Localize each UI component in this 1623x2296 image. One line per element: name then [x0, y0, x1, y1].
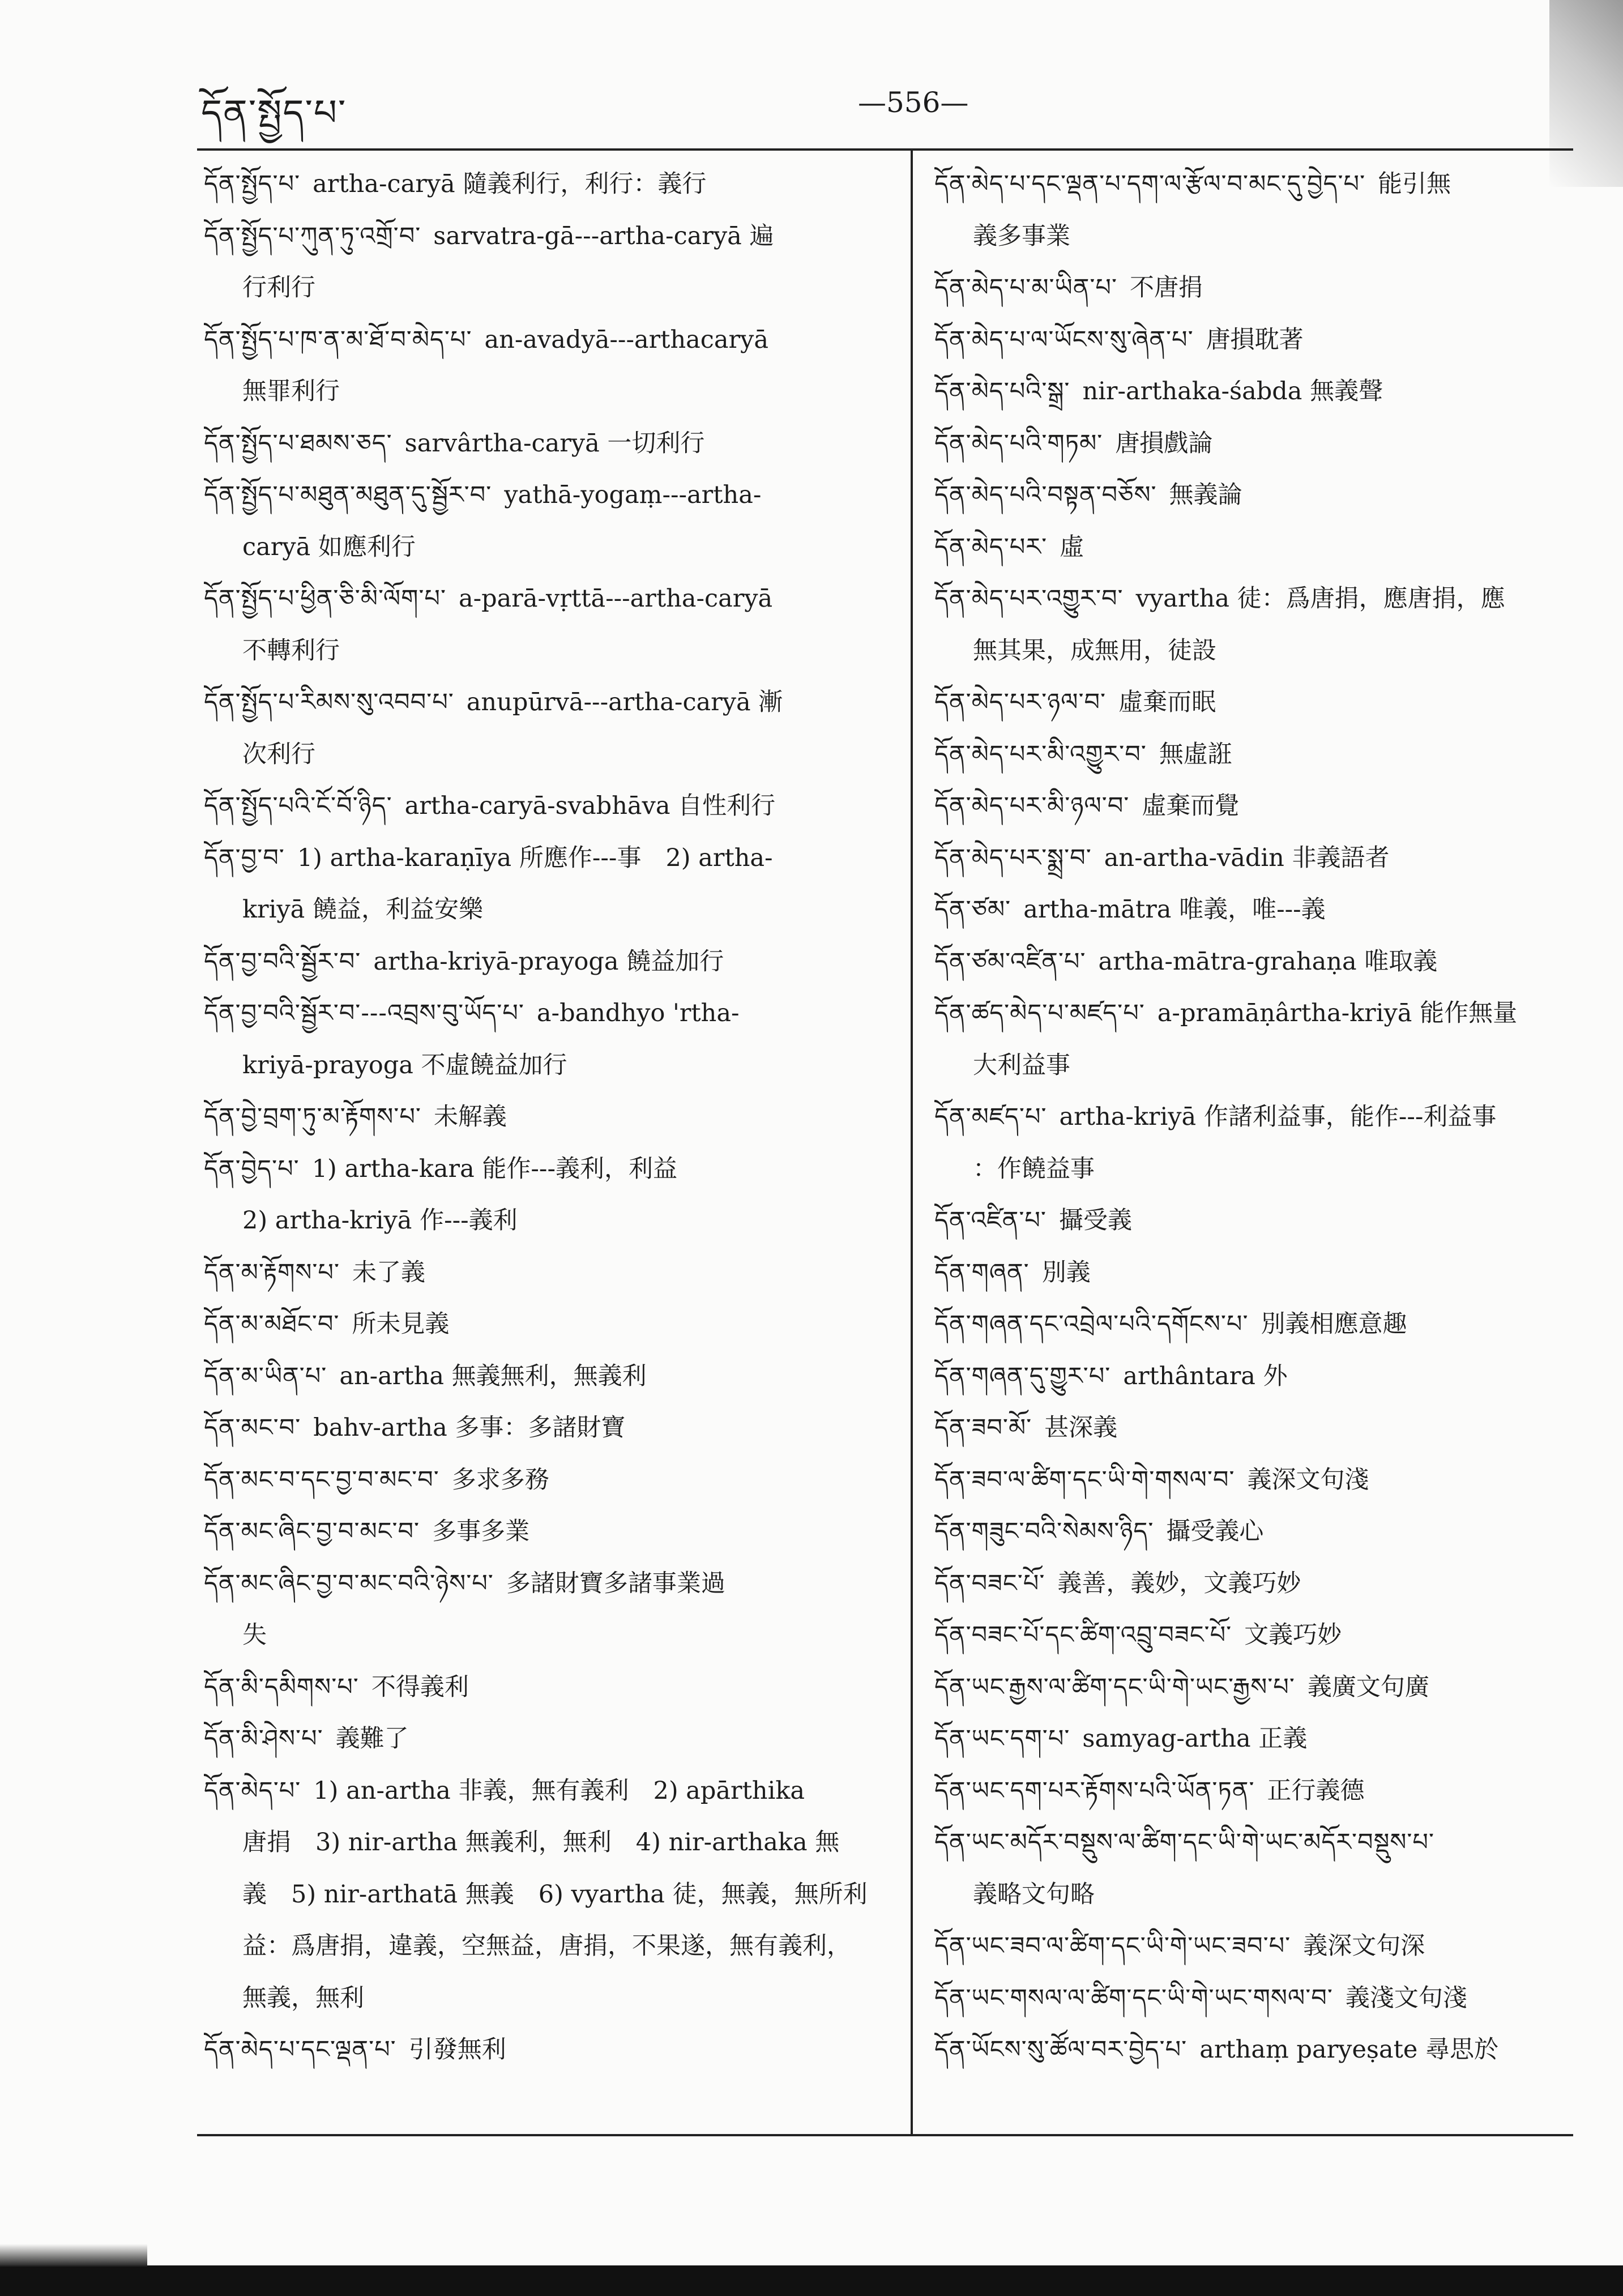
dictionary-entry [934, 833, 1577, 885]
dictionary-entry [934, 159, 1577, 211]
entry-continuation [204, 262, 892, 314]
tibetan-headword: དོན་ཟབ་མོ་ [934, 1414, 1032, 1442]
header-rule [197, 148, 1573, 151]
tibetan-headword: དོན་མང་བ་དང་བྱ་བ་མང་བ་ [204, 1465, 439, 1494]
tibetan-headword: དོན་སྤྱོད་པའི་ངོ་བོ་ཉིད་ [204, 792, 392, 820]
dictionary-entry [934, 1662, 1577, 1714]
dictionary-entry [934, 1610, 1577, 1662]
tibetan-headword: དོན་མང་ཞིང་བྱ་བ་མང་བའི་ཉེས་པ་ [204, 1569, 494, 1598]
entry-definition: 多事多業 [432, 1517, 530, 1546]
entry-definition: 大利益事 [973, 1051, 1070, 1079]
entry-definition: 正行義德 [1267, 1776, 1365, 1805]
entry-continuation [204, 1040, 892, 1092]
tibetan-headword: དོན་མི་དམིགས་པ་ [204, 1672, 359, 1701]
entry-definition: 別義相應意趣 [1261, 1310, 1407, 1338]
dictionary-entry [204, 1765, 892, 1817]
entry-definition: 攝受義心 [1166, 1517, 1264, 1546]
tibetan-headword: དོན་བྱ་བའི་སྦྱོར་བ་---འབྲས་བུ་ཡོད་པ་ [204, 999, 524, 1027]
entry-definition: 次利行 [242, 740, 315, 769]
tibetan-headword: དོན་མེད་པར་ཉལ་བ་ [934, 688, 1107, 716]
dictionary-entry [934, 677, 1577, 729]
dictionary-entry [934, 1402, 1577, 1454]
entry-definition: 引發無利 [408, 2035, 506, 2064]
entry-definition: 多諸財寶多諸事業過 [506, 1569, 725, 1598]
dictionary-entry [204, 2024, 892, 2076]
entry-definition: 1) artha-kara 能作---義利，利益 [311, 1154, 677, 1183]
dictionary-entry [934, 1454, 1577, 1507]
tibetan-headword: དོན་མེད་པའི་བསྟན་བཅོས་ [934, 481, 1157, 509]
tibetan-headword: དོན་མ་ཡིན་པ་ [204, 1362, 327, 1390]
tibetan-headword: དོན་གཞན་དང་འབྲེལ་པའི་དགོངས་པ་ [934, 1310, 1249, 1338]
tibetan-headword: དོན་བཟང་པོ་ [934, 1569, 1045, 1598]
tibetan-headword: དོན་སྤྱོད་པ་མཐུན་མཐུན་དུ་སྦྱོར་བ་ [204, 481, 492, 509]
entry-definition: 虛 [1060, 532, 1084, 561]
dictionary-entry [934, 1817, 1577, 1869]
entry-definition: 攝受義 [1058, 1206, 1132, 1235]
entry-definition: vyartha 徒：爲唐捐，應唐捐，應 [1135, 584, 1505, 613]
entry-definition: 別義 [1041, 1258, 1091, 1287]
dictionary-entry [204, 1351, 892, 1403]
entry-definition: 多求多務 [451, 1465, 549, 1494]
entry-continuation [934, 1040, 1577, 1092]
dictionary-entry [934, 314, 1577, 366]
tibetan-headword: དོན་མེད་པ་ [204, 1776, 301, 1805]
column-divider [911, 150, 913, 2135]
entry-continuation [204, 366, 892, 418]
entry-definition: 義淺文句淺 [1345, 1983, 1467, 2012]
dictionary-entry [934, 1299, 1577, 1351]
footer-rule [197, 2134, 1573, 2136]
tibetan-headword: དོན་མེད་པའི་སྒྲ་ [934, 377, 1070, 406]
entry-continuation [204, 1817, 892, 1869]
tibetan-headword: དོན་བྱ་བའི་སྦྱོར་བ་ [204, 947, 361, 976]
entry-definition: 義多事業 [973, 221, 1070, 250]
entry-definition: 義深文句深 [1303, 1932, 1425, 1960]
entry-continuation [204, 884, 892, 936]
tibetan-headword: དོན་འཛིན་པ་ [934, 1206, 1047, 1235]
dictionary-entry [204, 677, 892, 729]
tibetan-headword: དོན་བྱེད་པ་ [204, 1154, 300, 1183]
dictionary-entry [204, 1143, 892, 1196]
entry-definition: 能引無 [1378, 170, 1451, 198]
entry-definition: anupūrvā---artha-caryā 漸 [466, 688, 783, 716]
entry-definition: samyag-artha 正義 [1082, 1725, 1308, 1753]
tibetan-headword: དོན་ཡང་དག་པ་ [934, 1725, 1070, 1753]
dictionary-entry [934, 366, 1577, 418]
dictionary-entry [204, 988, 892, 1040]
entry-continuation [204, 1921, 892, 1973]
dictionary-entry [204, 1299, 892, 1351]
tibetan-headword: དོན་སྤྱོད་པ་རིམས་སུ་འབབ་པ་ [204, 688, 454, 716]
entry-definition: 義善，義妙，文義巧妙 [1057, 1569, 1301, 1598]
entry-definition: 義難了 [335, 1725, 409, 1753]
dictionary-entry [934, 2024, 1577, 2076]
entry-definition: a-bandhyo 'rtha- [536, 999, 740, 1027]
entry-definition: yathā-yogaṃ---artha- [504, 481, 762, 509]
dictionary-entry [934, 988, 1577, 1040]
dictionary-entry [204, 936, 892, 988]
dictionary-entry [204, 314, 892, 366]
tibetan-headword: དོན་ཙམ་འཛིན་པ་ [934, 947, 1086, 976]
entry-continuation [204, 522, 892, 574]
tibetan-headword: དོན་བཟང་པོ་དང་ཚིག་འབྲུ་བཟང་པོ་ [934, 1621, 1232, 1649]
entry-definition: artha-kriyā-prayoga 饒益加行 [373, 947, 724, 976]
dictionary-entry [934, 1921, 1577, 1973]
entry-definition: nir-arthaka-śabda 無義聲 [1082, 377, 1383, 406]
tibetan-headword: དོན་ཡང་རྒྱས་ལ་ཚིག་དང་ཡི་གེ་ཡང་རྒྱས་པ་ [934, 1672, 1295, 1701]
tibetan-headword: དོན་མེད་པར་མི་ཉལ་བ་ [934, 792, 1130, 820]
entry-definition: artha-mātra-grahaṇa 唯取義 [1098, 947, 1438, 976]
tibetan-headword: དོན་མི་ཤེས་པ་ [204, 1725, 323, 1753]
dictionary-entry [934, 470, 1577, 522]
entry-definition: an-artha 無義無利，無義利 [339, 1362, 647, 1390]
dictionary-entry [934, 1091, 1577, 1143]
tibetan-headword: དོན་སྤྱོད་པ་ཀུན་ཏུ་འགྲོ་བ་ [204, 221, 421, 250]
tibetan-headword: དོན་མེད་པའི་གཏམ་ [934, 429, 1103, 458]
dictionary-entry [204, 470, 892, 522]
tibetan-headword: དོན་མེད་པར་སྨྲ་བ་ [934, 843, 1092, 872]
tibetan-headword: དོན་ཡང་གསལ་ལ་ཚིག་དང་ཡི་གེ་ཡང་གསལ་བ་ [934, 1983, 1333, 2012]
dictionary-entry [204, 573, 892, 625]
entry-definition: an-avadyā---arthacaryā [484, 325, 768, 354]
tibetan-headword: དོན་གཞན་ [934, 1258, 1030, 1287]
entry-definition: artha-mātra 唯義，唯---義 [1023, 895, 1326, 924]
entry-continuation [204, 1610, 892, 1662]
entry-definition: 文義巧妙 [1244, 1621, 1342, 1649]
dictionary-entry [934, 418, 1577, 470]
entry-continuation [934, 625, 1577, 677]
tibetan-headword: དོན་མེད་པར་མི་འགྱུར་བ་ [934, 740, 1147, 769]
tibetan-headword: དོན་བྱ་བ་ [204, 843, 285, 872]
entry-definition: 義 5) nir-arthatā 無義 6) vyartha 徒，無義，無所利 [242, 1880, 868, 1909]
left-column [204, 159, 892, 2076]
entry-definition: 失 [242, 1621, 267, 1649]
entry-definition: 未了義 [352, 1258, 426, 1287]
entry-continuation [204, 1869, 892, 1921]
dictionary-entry [204, 1402, 892, 1454]
entry-definition: caryā 如應利行 [242, 532, 416, 561]
dictionary-entry [204, 211, 892, 263]
entry-definition: artha-kriyā 作諸利益事，能作---利益事 [1059, 1103, 1497, 1131]
tibetan-headword: དོན་སྤྱོད་པ་ཐམས་ཅད་ [204, 429, 392, 458]
dictionary-entry [204, 418, 892, 470]
dictionary-entry [934, 936, 1577, 988]
tibetan-headword: དོན་མེད་པ་དང་ལྡན་པ་ [204, 2035, 396, 2064]
entry-continuation [934, 211, 1577, 263]
entry-definition: 1) an-artha 非義，無有義利 2) apārthika [313, 1776, 805, 1805]
tibetan-headword: དོན་སྤྱོད་པ་ཕྱིན་ཅི་མི་ལོག་པ་ [204, 584, 446, 613]
page-number: —556— [858, 86, 969, 119]
dictionary-entry [204, 1662, 892, 1714]
entry-definition: artha-caryā-svabhāva 自性利行 [404, 792, 776, 820]
tibetan-headword: དོན་ཚད་མེད་པ་མཛད་པ་ [934, 999, 1145, 1027]
entry-definition: 無義論 [1169, 481, 1242, 509]
tibetan-headword: དོན་སྤྱོད་པ་ཁ་ན་མ་ཐོ་བ་མེད་པ་ [204, 325, 472, 354]
dictionary-entry [934, 1351, 1577, 1403]
entry-definition: 甚深義 [1044, 1414, 1118, 1442]
entry-definition: 義深文句淺 [1247, 1465, 1369, 1494]
dictionary-entry [204, 1247, 892, 1299]
entry-continuation [934, 1869, 1577, 1921]
dictionary-entry [204, 1454, 892, 1507]
entry-definition: 唐損耽著 [1206, 325, 1304, 354]
entry-continuation [204, 729, 892, 781]
tibetan-headword: དོན་གཟུང་བའི་སེམས་ཉིད་ [934, 1517, 1154, 1546]
entry-definition: 不得義利 [371, 1672, 469, 1701]
entry-definition: ：作饒益事 [973, 1154, 1095, 1183]
tibetan-headword: དོན་མེད་པར་ [934, 532, 1048, 561]
tibetan-headword: དོན་ཙམ་ [934, 895, 1011, 924]
entry-definition: 虛棄而眠 [1118, 688, 1216, 716]
tibetan-headword: དོན་ཡང་མདོར་བསྡུས་ལ་ཚིག་དང་ཡི་གེ་ཡང་མདོར་བསྡུས་པ་ [934, 1828, 1435, 1857]
entry-definition: 益：爲唐捐，違義，空無益，唐捐，不果遂，無有義利， [242, 1932, 851, 1960]
dictionary-entry [204, 833, 892, 885]
dictionary-entry [204, 1506, 892, 1558]
dictionary-entry [204, 1558, 892, 1610]
entry-definition: artha-caryā 隨義利行，利行：義行 [313, 170, 707, 198]
entry-definition: 義略文句略 [973, 1880, 1095, 1909]
tibetan-headword: དོན་མེད་པར་འགྱུར་བ་ [934, 584, 1124, 613]
entry-definition: bahv-artha 多事：多諸財寶 [313, 1414, 626, 1442]
entry-definition: arthaṃ paryeṣate 尋思於 [1199, 2035, 1498, 2064]
entry-definition: kriyā-prayoga 不虛饒益加行 [242, 1051, 567, 1079]
dictionary-entry [204, 1713, 892, 1765]
dictionary-entry [934, 1765, 1577, 1817]
tibetan-headword: དོན་མང་བ་ [204, 1414, 301, 1442]
entry-definition: 無其果，成無用，徒設 [973, 636, 1216, 665]
right-column [934, 159, 1577, 2076]
dictionary-entry [934, 780, 1577, 833]
tibetan-headword: དོན་མེད་པ་མ་ཡིན་པ་ [934, 274, 1118, 302]
dictionary-entry [934, 1973, 1577, 2025]
tibetan-headword: དོན་ཡང་དག་པར་རྟོགས་པའི་ཡོན་ཏན་ [934, 1776, 1255, 1805]
entry-definition: 虛棄而覺 [1142, 792, 1240, 820]
entry-continuation [204, 625, 892, 677]
scan-edge-shadow [0, 2265, 1623, 2296]
dictionary-entry [204, 1091, 892, 1143]
entry-definition: 未解義 [433, 1103, 507, 1131]
entry-definition: sarvatra-gā---artha-caryā 遍 [433, 221, 774, 250]
tibetan-headword: དོན་ཡོངས་སུ་ཚོལ་བར་བྱེད་པ་ [934, 2035, 1188, 2064]
entry-definition: 無虛誑 [1159, 740, 1232, 769]
dictionary-entry [934, 884, 1577, 936]
dictionary-entry [204, 780, 892, 833]
tibetan-headword: དོན་མང་ཞིང་བྱ་བ་མང་བ་ [204, 1517, 420, 1546]
entry-definition: arthântara 外 [1123, 1362, 1288, 1390]
dictionary-entry [934, 573, 1577, 625]
dictionary-entry [204, 159, 892, 211]
entry-continuation [934, 1143, 1577, 1196]
tibetan-headword: དོན་མེད་པ་ལ་ཡོངས་སུ་ཞེན་པ་ [934, 325, 1194, 354]
tibetan-headword: དོན་སྤྱོད་པ་ [204, 170, 301, 198]
running-head: དོན་སྤྱོད་པ་ [201, 92, 347, 134]
entry-definition: 無義，無利 [242, 1983, 364, 2012]
dictionary-entry [934, 1506, 1577, 1558]
dictionary-entry [934, 1558, 1577, 1610]
entry-definition: 所未見義 [352, 1310, 450, 1338]
tibetan-headword: དོན་མཛད་པ་ [934, 1103, 1047, 1131]
dictionary-entry [934, 729, 1577, 781]
entry-definition: a-pramāṇârtha-kriyā 能作無量 [1157, 999, 1518, 1027]
entry-continuation [204, 1973, 892, 2025]
dictionary-entry [934, 262, 1577, 314]
entry-definition: 不轉利行 [242, 636, 340, 665]
dictionary-entry [934, 522, 1577, 574]
entry-definition: 1) artha-karaṇīya 所應作---事 2) artha- [297, 843, 773, 872]
entry-definition: sarvârtha-caryā 一切利行 [404, 429, 705, 458]
entry-definition: a-parā-vṛttā---artha-caryā [458, 584, 773, 613]
tibetan-headword: དོན་བྱེ་བྲག་ཏུ་མ་རྟོགས་པ་ [204, 1103, 421, 1131]
entry-definition: 行利行 [242, 274, 315, 302]
entry-definition: 唐損戲論 [1115, 429, 1213, 458]
entry-definition: 唐捐 3) nir-artha 無義利，無利 4) nir-arthaka 無 [242, 1828, 840, 1857]
dictionary-entry [934, 1195, 1577, 1247]
dictionary-entry [934, 1247, 1577, 1299]
entry-definition: 無罪利行 [242, 377, 340, 406]
tibetan-headword: དོན་ཡང་ཟབ་ལ་ཚིག་དང་ཡི་གེ་ཡང་ཟབ་པ་ [934, 1932, 1291, 1960]
entry-continuation [204, 1195, 892, 1247]
tibetan-headword: དོན་མེད་པ་དང་ལྡན་པ་དག་ལ་རྩོལ་བ་མང་དུ་བྱེད་པ་ [934, 170, 1366, 198]
dictionary-entry [934, 1713, 1577, 1765]
tibetan-headword: དོན་མ་མཐོང་བ་ [204, 1310, 340, 1338]
entry-definition: kriyā 饒益，利益安樂 [242, 895, 483, 924]
entry-definition: 義廣文句廣 [1307, 1672, 1429, 1701]
entry-definition: an-artha-vādin 非義語者 [1104, 843, 1390, 872]
entry-definition: 不唐捐 [1130, 274, 1203, 302]
tibetan-headword: དོན་མ་རྟོགས་པ་ [204, 1258, 340, 1287]
tibetan-headword: དོན་ཟབ་ལ་ཚིག་དང་ཡི་གེ་གསལ་བ་ [934, 1465, 1235, 1494]
tibetan-headword: དོན་གཞན་དུ་གྱུར་པ་ [934, 1362, 1111, 1390]
entry-definition: 2) artha-kriyā 作---義利 [242, 1206, 518, 1235]
